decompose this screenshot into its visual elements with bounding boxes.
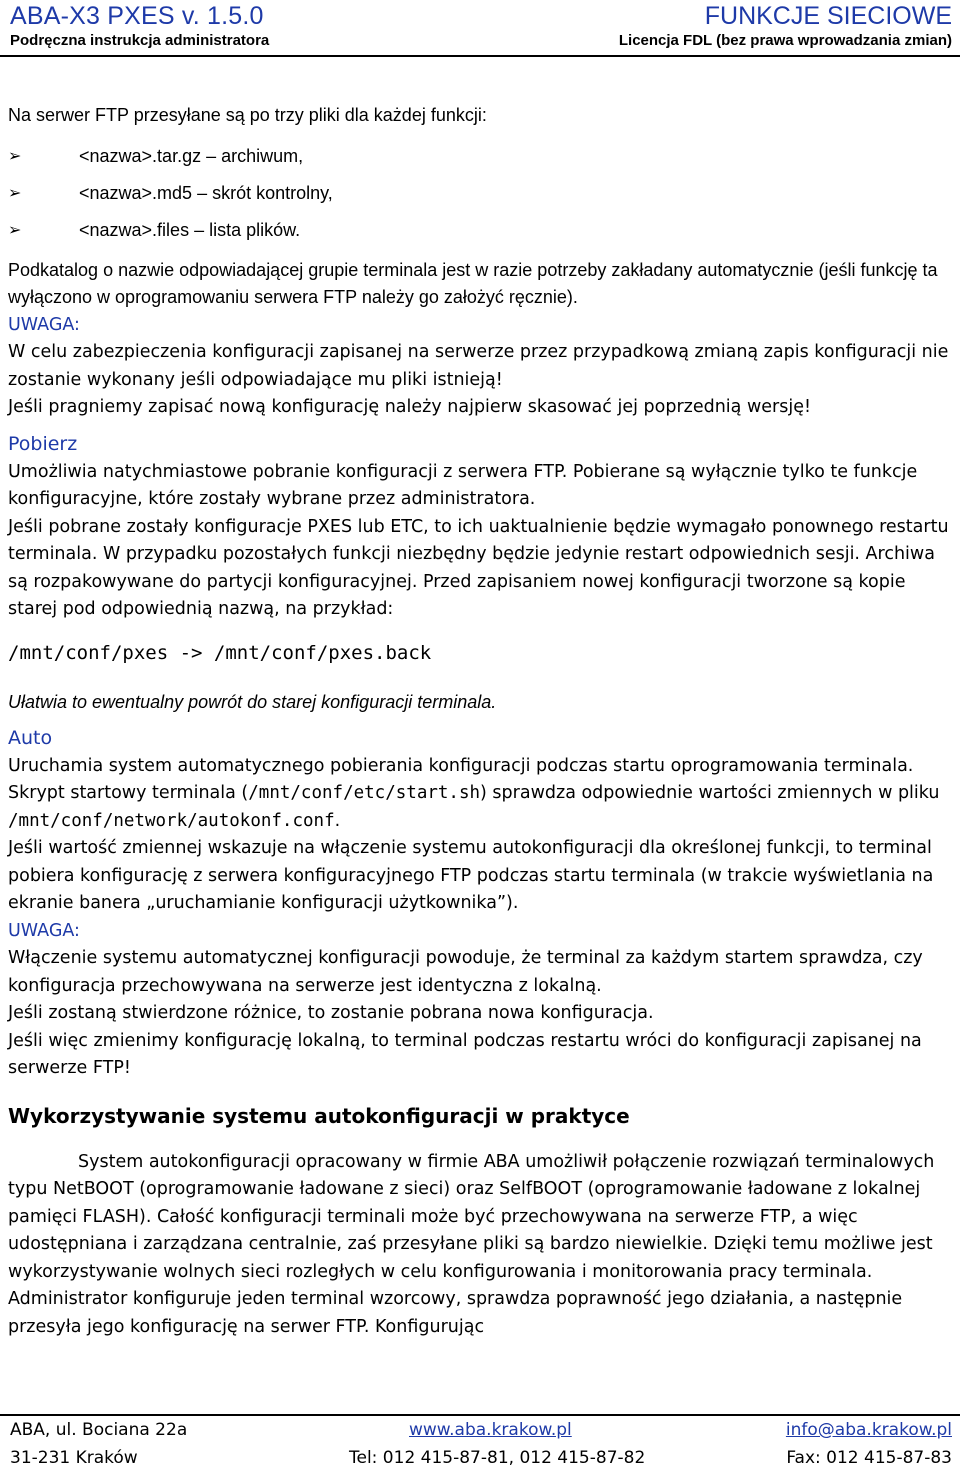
code-example: /mnt/conf/pxes -> /mnt/conf/pxes.back bbox=[8, 641, 432, 664]
warning-label: UWAGA: bbox=[8, 314, 80, 335]
warning-text: Jeśli zostaną stwierdzone różnice, to zostanie pobrana nowa konfiguracja. bbox=[8, 1003, 654, 1023]
auto-paragraph: Uruchamia system automatycznego pobierania konfiguracji podczas startu oprogramowania terminala. Skrypt startowy terminala (/mnt/conf/etc/start.sh) sprawdza odpowiednie wartości zmiennych w pliku /mnt/conf/network/autokonf.conf. bbox=[8, 755, 940, 831]
section-heading: Wykorzystywanie systemu autokonfiguracji w praktyce bbox=[8, 1103, 630, 1128]
company-city: 31-231 Kraków bbox=[10, 1448, 138, 1468]
auto-paragraph: Jeśli wartość zmiennej wskazuje na włączenie systemu autokonfiguracji dla określonej funkcji, to terminal pobiera konfigurację z serwera konfiguracyjnego FTP podczas startu terminala (w trakcie wyświetlania na ekranie banera „uruchamianie konfiguracji użytkownika”). bbox=[8, 838, 934, 913]
page-footer bbox=[0, 1414, 960, 1472]
company-address: ABA, ul. Bociana 22a bbox=[10, 1420, 188, 1440]
arrow-bullet-icon: ➢ bbox=[8, 221, 22, 239]
page-content bbox=[8, 98, 956, 1341]
file-list bbox=[8, 138, 956, 249]
warning-label: UWAGA: bbox=[8, 920, 80, 941]
header-divider bbox=[0, 55, 960, 57]
pobierz-paragraph: Umożliwia natychmiastowe pobranie konfiguracji z serwera FTP. Pobierane są wyłącznie tylko te funkcje konfiguracyjne, które zostały wybrane przez administratora. bbox=[8, 461, 918, 509]
license-note: Licencja FDL (bez prawa wprowadzania zmian) bbox=[618, 32, 952, 49]
list-item: ➢ <nazwa>.md5 – skrót kontrolny, bbox=[8, 175, 956, 212]
fax-number: Fax: 012 415-87-83 bbox=[786, 1448, 952, 1468]
inline-code: /mnt/conf/network/autokonf.conf bbox=[8, 810, 335, 831]
warning-text: Jeśli pragniemy zapisać nową konfigurację należy najpierw skasować jej poprzednią wersję! bbox=[8, 397, 811, 417]
arrow-bullet-icon: ➢ bbox=[8, 147, 22, 165]
list-item: ➢ <nazwa>.files – lista plików. bbox=[8, 212, 956, 249]
footer-divider bbox=[0, 1414, 960, 1416]
page-header bbox=[0, 0, 960, 56]
inline-code: /mnt/conf/etc/start.sh bbox=[248, 783, 481, 803]
website-link[interactable]: www.aba.krakow.pl bbox=[409, 1420, 572, 1440]
practice-paragraph: System autokonfiguracji opracowany w firmie ABA umożliwił połączenie rozwiązań terminalowych typu NetBOOT (oprogramowanie ładowane z sieci) oraz SelfBOOT (oprogramowanie ładowane z lokalnej pamięci FLASH). Całość konfiguracji terminali może być przechowywana na serwerze FTP, a więc udostępniana i zarządzana centralnie, zaś przesyłane pliki są bardzo niewielkie. Dzięki temu możliwe jest wykorzystywanie wolnych sieci rozległych w celu konfigurowania i monitorowania pracy terminala. Administrator konfiguruje jeden terminal wzorcowy, sprawdza poprawność jego działania, a następnie przesyła jego konfigurację na serwer FTP. Konfigurując bbox=[8, 1151, 935, 1337]
pobierz-heading: Pobierz bbox=[8, 432, 78, 455]
intro-paragraph: Na serwer FTP przesyłane są po trzy pliki dla każdej funkcji: bbox=[8, 105, 487, 125]
warning-text: Włączenie systemu automatycznej konfiguracji powoduje, że terminal za każdym startem sprawdza, czy konfiguracja przechowywana na serwerze jest identyczna z lokalną. bbox=[8, 948, 923, 996]
email-link[interactable]: info@aba.krakow.pl bbox=[785, 1420, 952, 1440]
auto-heading: Auto bbox=[8, 726, 53, 749]
phone-numbers: Tel: 012 415-87-81, 012 415-87-82 bbox=[349, 1448, 646, 1468]
pobierz-note: Ułatwia to ewentualny powrót do starej konfiguracji terminala. bbox=[8, 691, 497, 712]
arrow-bullet-icon: ➢ bbox=[8, 184, 22, 202]
document-title: ABA-X3 PXES v. 1.5.0 bbox=[10, 2, 264, 30]
list-item: ➢ <nazwa>.tar.gz – archiwum, bbox=[8, 138, 956, 175]
pobierz-paragraph: Jeśli pobrane zostały konfiguracje PXES lub ETC, to ich uaktualnienie będzie wymagało ponownego restartu terminala. W przypadku pozostałych funkcji niezbędny będzie jedynie restart odpowiednich sesji. Archiwa są rozpakowywane do partycji konfiguracyjnej. Przed zapisaniem nowej konfiguracji tworzone są kopie starej pod odpowiednią nazwą, na przykład: bbox=[8, 516, 949, 619]
subdirectory-paragraph: Podkatalog o nazwie odpowiadającej grupie terminala jest w razie potrzeby zakładany automatycznie (jeśli funkcję ta wyłączono w oprogramowaniu serwera FTP należy go założyć ręcznie). bbox=[8, 259, 938, 307]
warning-text: Jeśli więc zmienimy konfigurację lokalną, to terminal podczas restartu wróci do konfiguracji zapisanej na serwerze FTP! bbox=[8, 1030, 922, 1078]
document-subtitle: Podręczna instrukcja administratora bbox=[10, 32, 270, 49]
section-title: FUNKCJE SIECIOWE bbox=[704, 2, 952, 30]
warning-text: W celu zabezpieczenia konfiguracji zapisanej na serwerze przez przypadkową zmianą zapis konfiguracji nie zostanie wykonany jeśli odpowiadające mu pliki istnieją! bbox=[8, 342, 949, 390]
